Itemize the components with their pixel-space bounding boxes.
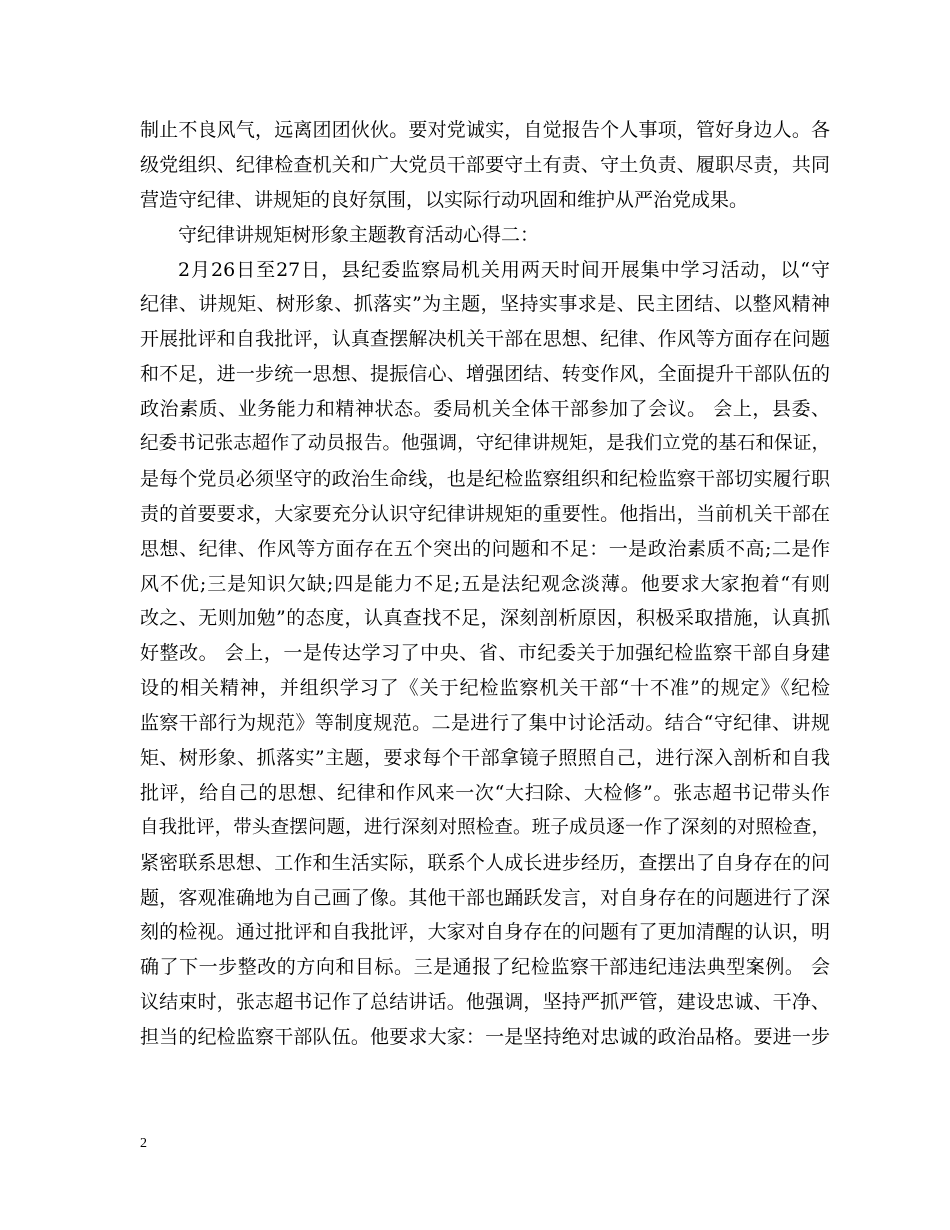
body-text <box>140 113 830 1055</box>
text-line: 确了下一步整改的方向和目标。三是通报了纪检监察干部违纪违法典型案例。 会 <box>140 956 830 979</box>
text-line: 2月26日至27日，县纪委监察局机关用两天时间开展集中学习活动，以“守 <box>178 258 830 281</box>
text-line: 纪委书记张志超作了动员报告。他强调，守纪律讲规矩，是我们立党的基石和保证， <box>140 433 830 455</box>
text-line: 监察干部行为规范》等制度规范。二是进行了集中讨论活动。结合“守纪律、讲规 <box>140 712 830 735</box>
text-line: 和不足，进一步统一思想、提振信心、增强团结、转变作风，全面提升干部队伍的 <box>140 363 830 386</box>
text-line: 改之、无则加勉”的态度，认真查找不足，深刻剖析原因，积极采取措施，认真抓 <box>140 607 830 630</box>
text-line: 自我批评，带头查摆问题，进行深刻对照检查。班子成员逐一作了深刻的对照检查， <box>140 816 830 838</box>
text-line: 思想、纪律、作风等方面存在五个突出的问题和不足：一是政治素质不高;二是作 <box>140 537 830 560</box>
text-line: 风不优;三是知识欠缺;四是能力不足;五是法纪观念淡薄。他要求大家抱着“有则 <box>140 572 830 595</box>
text-line: 营造守纪律、讲规矩的良好氛围，以实际行动巩固和维护从严治党成果。 <box>140 188 749 211</box>
text-line: 纪律、讲规矩、树形象、抓落实”为主题，坚持实事求是、民主团结、以整风精神 <box>140 293 830 316</box>
section-heading: 守纪律讲规矩树形象主题教育活动心得二： <box>178 223 540 246</box>
text-line: 好整改。 会上，一是传达学习了中央、省、市纪委关于加强纪检监察干部自身建 <box>140 642 830 665</box>
text-line: 刻的检视。通过批评和自我批评，大家对自身存在的问题有了更加清醒的认识，明 <box>140 921 830 944</box>
text-line: 设的相关精神，并组织学习了《关于纪检监察机关干部“十不准”的规定》《纪检 <box>140 677 830 700</box>
text-line: 担当的纪检监察干部队伍。他要求大家：一是坚持绝对忠诚的政治品格。要进一步 <box>140 1026 830 1049</box>
text-line: 批评，给自己的思想、纪律和作风来一次“大扫除、大检修”。张志超书记带头作 <box>140 781 830 804</box>
text-line: 制止不良风气，远离团团伙伙。要对党诚实，自觉报告个人事项，管好身边人。各 <box>140 119 830 141</box>
text-line: 开展批评和自我批评，认真查摆解决机关干部在思想、纪律、作风等方面存在问题 <box>140 328 830 351</box>
text-line: 议结束时，张志超书记作了总结讲话。他强调，坚持严抓严管，建设忠诚、干净、 <box>140 991 830 1014</box>
text-line: 紧密联系思想、工作和生活实际，联系个人成长进步经历，查摆出了自身存在的问 <box>140 851 830 874</box>
text-line: 政治素质、业务能力和精神状态。委局机关全体干部参加了会议。 会上，县委、 <box>140 398 830 421</box>
text-line: 责的首要要求，大家要充分认识守纪律讲规矩的重要性。他指出，当前机关干部在 <box>140 502 830 525</box>
text-line: 是每个党员必须坚守的政治生命线，也是纪检监察组织和纪检监察干部切实履行职 <box>140 467 830 490</box>
page-number: 2 <box>140 1136 147 1151</box>
text-line: 级党组织、纪律检查机关和广大党员干部要守土有责、守土负责、履职尽责，共同 <box>140 153 830 176</box>
text-line: 矩、树形象、抓落实”主题，要求每个干部拿镜子照照自己，进行深入剖析和自我 <box>140 747 830 770</box>
text-line: 题，客观准确地为自己画了像。其他干部也踊跃发言，对自身存在的问题进行了深 <box>140 886 830 909</box>
